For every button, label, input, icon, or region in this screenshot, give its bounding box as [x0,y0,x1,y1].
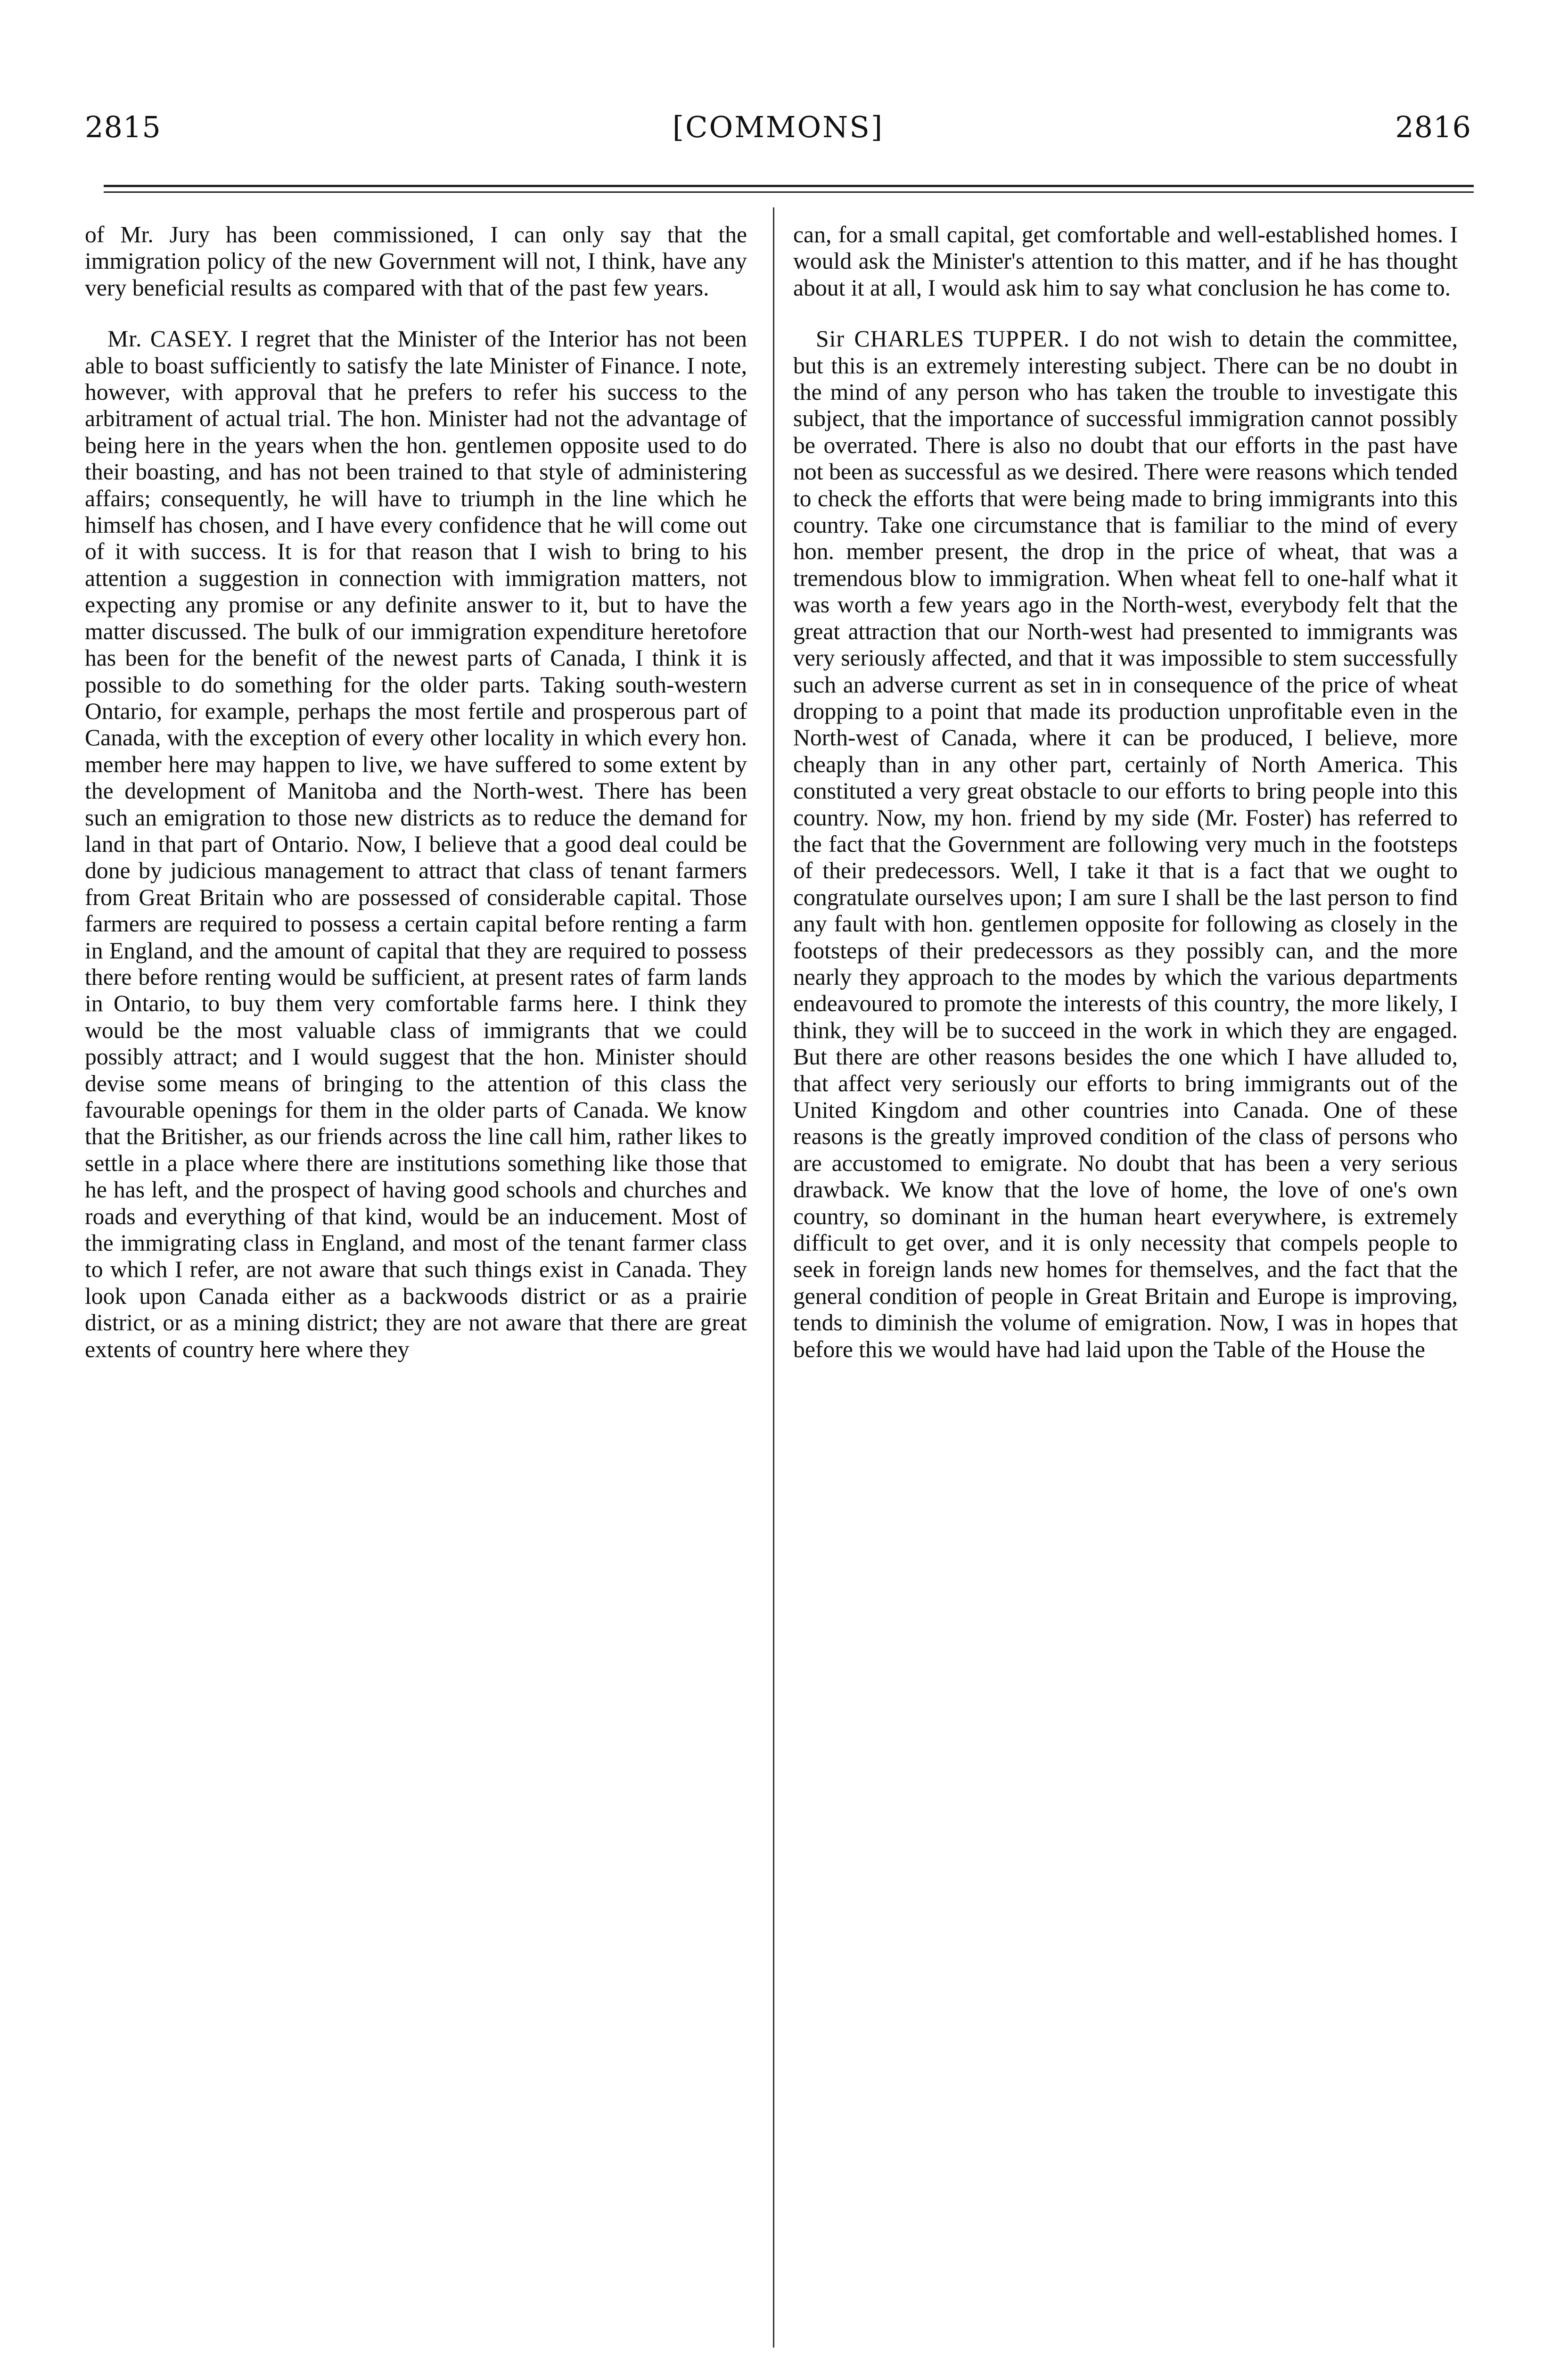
column-divider [773,207,774,2348]
running-head: [COMMONS] [672,110,884,144]
speech-text: I regret that the Minister of the Interior has not been able to boast sufficiently to satisfy the late Minister of Finance. I note, however, with approval that he prefers to refer his success to the arbitrament of actual trial. The hon. Minister had not the advantage of being here in the years when the hon. gentlemen opposite used to do their boasting, and has not been trained to that style of administering affairs; consequently, he will have to triumph in the line which he himself has chosen, and I have every confidence that he will come out of it with success. It is for that reason that I wish to bring to his attention a suggestion in connection with immigration matters, not expecting any promise or any definite answer to it, but to have the matter discussed. The bulk of our immigration expenditure heretofore has been for the benefit of the newest parts of Canada, I think it is possible to do something for the older parts. Taking south-western Ontario, for example, perhaps the most fertile and prosperous part of Canada, with the exception of every other locality in which every hon. member here may happen to live, we have suffered to some extent by the development of Manitoba and the North-west. There has been such an emigration to those new districts as to reduce the demand for land in that part of Ontario. Now, I believe that a good deal could be done by judicious management to attract that class of tenant farmers from Great Britain who are possessed of considerable capital. Those farmers are required to possess a certain capital before renting a farm in England, and the amount of capital that they are required to possess there before renting would be sufficient, at present rates of farm lands in Ontario, to buy them very comfortable farms here. I think they would be the most valuable class of immigrants that we could possibly attract; and I would suggest that the hon. Minister should devise some means of bringing to the attention of this class the favourable openings for them in the older parts of Canada. We know that the Britisher, as our friends across the line call him, rather likes to settle in a place where there are institutions something like those that he has left, and the prospect of having good schools and churches and roads and everything of that kind, would be an inducement. Most of the immigrating class in England, and most of the tenant farmer class to which I refer, are not aware that such things exist in Canada. They look upon Canada either as a backwoods district or as a prairie district, or as a mining district; they are not aware that there are great extents of country here where they [85,326,747,1362]
paragraph: of Mr. Jury has been commissioned, I can only say that the immigration policy of the new Government will not, I think, have any very beneficial results as compared with that of the past few years. [85,222,747,301]
left-column [85,222,747,1363]
right-column [793,222,1458,1363]
speaker-name: Mr. CASEY. [107,326,233,352]
speech-paragraph [85,326,747,1363]
header-rule [104,185,1474,187]
speech-text: I do not wish to detain the committee, but this is an extremely interesting subject. There can be no doubt in the mind of any person who has taken the trouble to investigate this subject, that the importance of successful immigration cannot possibly be overrated. There is also no doubt that our efforts in the past have not been as successful as we desired. There were reasons which tended to check the efforts that were being made to bring immigrants into this country. Take one circumstance that is familiar to the mind of every hon. member present, the drop in the price of wheat, that was a tremendous blow to immigration. When wheat fell to one-half what it was worth a few years ago in the North-west, everybody felt that the great attraction that our North-west had presented to immigrants was very seriously affected, and that it was impossible to stem successfully such an adverse current as set in in consequence of the price of wheat dropping to a point that made its production unprofitable even in the North-west of Canada, where it can be produced, I believe, more cheaply than in any other part, certainly of North America. This constituted a very great obstacle to our efforts to bring people into this country. Now, my hon. friend by my side (Mr. Foster) has referred to the fact that the Government are following very much in the footsteps of their predecessors. Well, I take it that is a fact that we ought to congratulate ourselves upon; I am sure I shall be the last person to find any fault with hon. gentlemen opposite for following as closely in the footsteps of their predecessors as they possibly can, and the more nearly they approach to the modes by which the various departments endeavoured to promote the interests of this country, the more likely, I think, they will be to succeed in the work in which they are engaged. But there are other reasons besides the one which I have alluded to, that affect very seriously our efforts to bring immigrants out of the United Kingdom and other countries into Canada. One of these reasons is the greatly improved condition of the class of persons who are accustomed to emigrate. No doubt that has been a very serious drawback. We know that the love of home, the love of one's own country, so dominant in the human heart everywhere, is extremely difficult to get over, and it is only necessity that compels people to seek in foreign lands new homes for themselves, and the fact that the general condition of people in Great Britain and Europe is improving, tends to diminish the volume of emigration. Now, I was in hopes that before this we would have had laid upon the Table of the House the [793,326,1458,1362]
left-page-number: 2815 [85,110,161,144]
speech-paragraph [793,326,1458,1363]
speaker-name: Sir CHARLES TUPPER. [816,326,1070,352]
header-rule-thin [104,191,1474,193]
paragraph: can, for a small capital, get comfortable and well-established homes. I would ask the Minister's attention to this matter, and if he has thought about it at all, I would ask him to say what conclusion he has come to. [793,222,1458,301]
right-page-number: 2816 [1395,110,1471,144]
page-header [85,106,1471,163]
